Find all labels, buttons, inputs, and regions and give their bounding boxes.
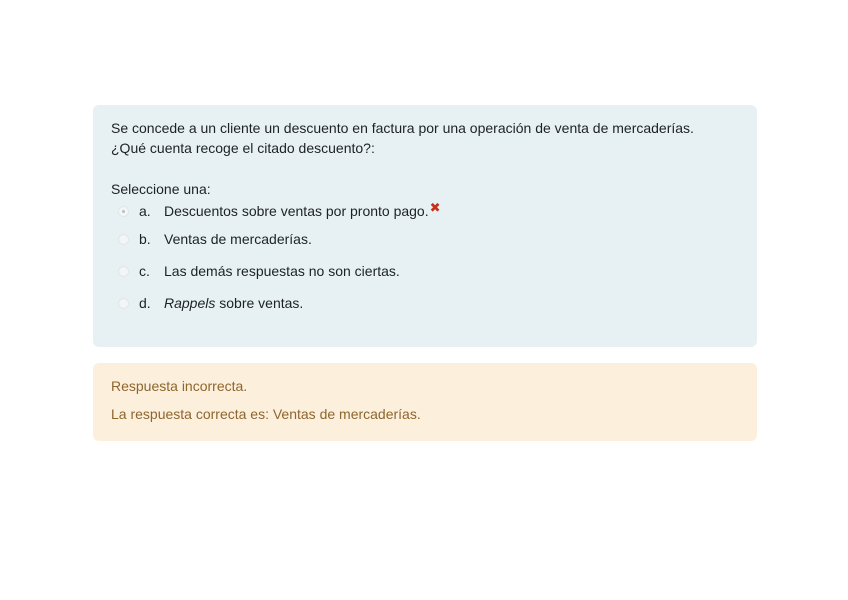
incorrect-x-icon: ✖ xyxy=(429,200,441,215)
radio-button-d[interactable] xyxy=(118,298,129,309)
answer-list xyxy=(111,199,739,319)
question-card xyxy=(93,105,757,347)
radio-selected-dot xyxy=(122,210,125,213)
question-text-line-1: Se concede a un cliente un descuento en factura por una operación de venta de mercaderías. xyxy=(111,120,694,136)
answer-option-c[interactable] xyxy=(111,255,739,287)
select-one-prompt: Seleccione una: xyxy=(111,181,211,197)
answer-letter: d. xyxy=(139,295,151,311)
answer-option-b[interactable] xyxy=(111,223,739,255)
answer-text-rest: sobre ventas. xyxy=(215,295,304,311)
answer-text xyxy=(164,295,303,311)
question-text-line-2: ¿Qué cuenta recoge el citado descuento?: xyxy=(111,140,375,156)
feedback-card xyxy=(93,363,757,441)
answer-letter: a. xyxy=(139,203,151,219)
answer-text: Las demás respuestas no son ciertas. xyxy=(164,263,400,279)
answer-text: Descuentos sobre ventas por pronto pago. xyxy=(164,203,429,219)
answer-text-italic: Rappels xyxy=(164,295,216,311)
feedback-status: Respuesta incorrecta. xyxy=(111,378,248,394)
radio-button-c[interactable] xyxy=(118,266,129,277)
radio-button-a[interactable] xyxy=(118,206,129,217)
answer-text: Ventas de mercaderías. xyxy=(164,231,312,247)
correct-answer-text: La respuesta correcta es: Ventas de mercaderías. xyxy=(111,406,421,422)
answer-letter: b. xyxy=(139,231,151,247)
radio-button-b[interactable] xyxy=(118,234,129,245)
answer-letter: c. xyxy=(139,263,150,279)
answer-option-d[interactable] xyxy=(111,287,739,319)
answer-option-a[interactable] xyxy=(111,199,739,223)
